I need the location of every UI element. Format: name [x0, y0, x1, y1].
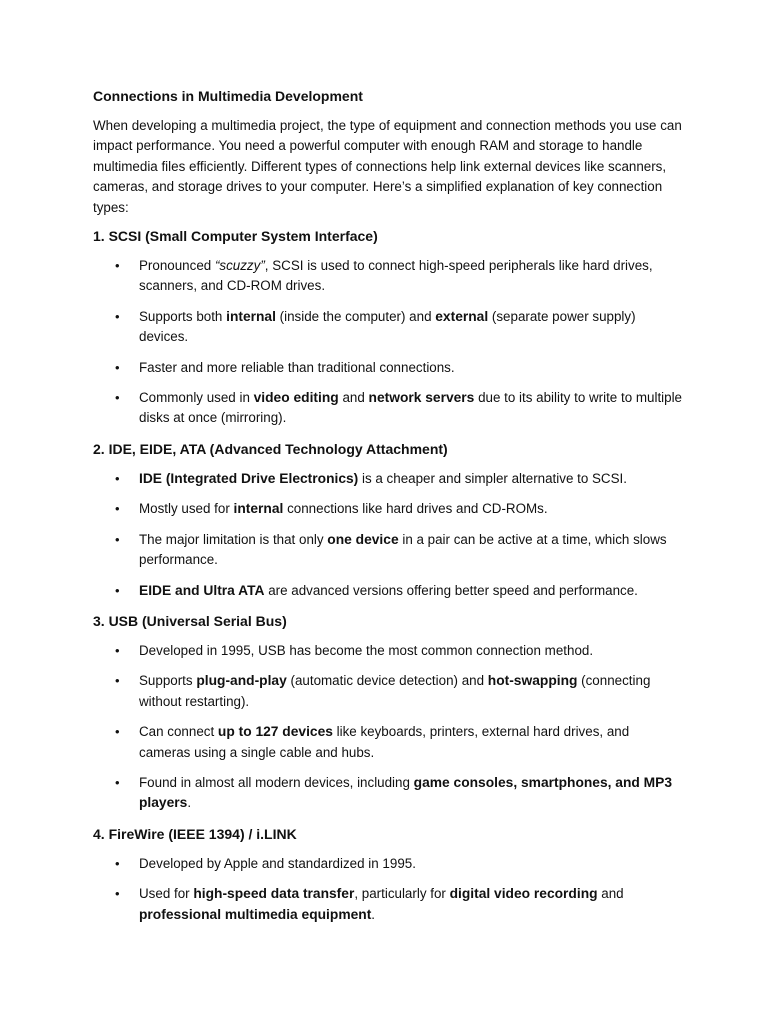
bullet-dot-icon: • — [115, 501, 120, 517]
list-item — [93, 388, 683, 429]
text-run: . — [371, 906, 376, 922]
text-run: (connecting without restarting). — [139, 673, 651, 709]
bullet-dot-icon: • — [115, 886, 120, 902]
bold-text: video editing — [253, 390, 339, 406]
text-run: Supports — [139, 673, 197, 689]
list-item — [93, 671, 683, 712]
bullet-list — [93, 256, 683, 429]
bullet-dot-icon: • — [115, 724, 120, 740]
bullet-dot-icon: • — [115, 390, 120, 406]
section-heading: 3. USB (Universal Serial Bus) — [93, 612, 287, 629]
document-title: Connections in Multimedia Development — [93, 88, 363, 104]
list-item — [93, 469, 683, 489]
bullet-dot-icon: • — [115, 531, 120, 547]
italic-text: “scuzzy” — [214, 258, 265, 274]
list-item — [93, 581, 683, 601]
bold-text: plug-and-play — [196, 673, 287, 689]
bold-text: hot-swapping — [487, 673, 578, 689]
text-run: like keyboards, printers, external hard drives, and cameras using a single cable and hubs. — [139, 724, 630, 760]
text-run: (inside the computer) and — [275, 308, 436, 324]
text-run: and — [338, 390, 369, 406]
bold-text: professional multimedia equipment — [139, 906, 372, 922]
text-run: Commonly used in — [139, 390, 254, 406]
text-run: Found in almost all modern devices, including — [139, 774, 414, 790]
bullet-list — [93, 854, 683, 925]
bold-text: game consoles, smartphones, and MP3 players — [139, 774, 673, 811]
list-item — [93, 641, 683, 661]
bold-text: high-speed data transfer — [193, 886, 355, 902]
bullet-dot-icon: • — [115, 855, 120, 871]
bold-text: network servers — [368, 390, 475, 406]
list-item — [93, 307, 683, 348]
bold-text: external — [435, 308, 489, 324]
text-run: Supports both — [139, 308, 227, 324]
text-run: Developed by Apple and standardized in 1995. — [139, 855, 416, 871]
text-run: , SCSI is used to connect high-speed peripherals like hard drives, scanners, and CD-ROM drives. — [139, 258, 653, 294]
bullet-dot-icon: • — [115, 673, 120, 689]
section-heading: 4. FireWire (IEEE 1394) / i.LINK — [93, 825, 297, 842]
sections-container — [93, 226, 683, 925]
bullet-dot-icon: • — [115, 308, 120, 324]
list-item — [93, 722, 683, 763]
bullet-dot-icon: • — [115, 642, 120, 658]
text-run: (automatic device detection) and — [286, 673, 488, 689]
bold-text: digital video recording — [449, 886, 598, 902]
bold-text: internal — [233, 501, 284, 517]
text-run: . — [187, 795, 192, 811]
list-item — [93, 530, 683, 571]
list-item — [93, 256, 683, 297]
text-run: is a cheaper and simpler alternative to SCSI. — [358, 470, 627, 486]
list-item — [93, 773, 683, 814]
list-item — [93, 358, 683, 378]
text-run: Can connect — [139, 724, 218, 740]
bold-text: EIDE and Ultra ATA — [139, 582, 265, 598]
text-run: Pronounced — [139, 258, 215, 274]
text-run: The major limitation is that only — [139, 531, 328, 547]
text-run: due to its ability to write to multiple disks at once (mirroring). — [139, 390, 683, 426]
text-run: Used for — [139, 886, 194, 902]
bullet-dot-icon: • — [115, 258, 120, 274]
text-run: and — [597, 886, 624, 902]
bullet-dot-icon: • — [115, 359, 120, 375]
list-item — [93, 499, 683, 519]
bold-text: internal — [226, 308, 276, 324]
bold-text: one device — [327, 531, 399, 547]
bullet-list — [93, 469, 683, 601]
text-run: , particularly for — [354, 886, 450, 902]
bullet-dot-icon: • — [115, 582, 120, 598]
list-item — [93, 854, 683, 874]
bold-text: IDE (Integrated Drive Electronics) — [139, 470, 359, 486]
text-run: in a pair can be active at a time, which slows performance. — [139, 531, 667, 568]
bullet-dot-icon: • — [115, 470, 120, 486]
list-item — [93, 884, 683, 925]
text-run: connections like hard drives and CD-ROMs. — [283, 501, 548, 517]
intro-paragraph: When developing a multimedia project, the type of equipment and connection methods you use can impact performance. You need a powerful computer with enough RAM and storage to handle multimedia files efficiently. Different types of connections help link external devices like scanners, cameras, and storage drives to your computer. Here’s a simplified explanation of key connection types: — [93, 118, 682, 215]
section-heading: 2. IDE, EIDE, ATA (Advanced Technology Attachment) — [93, 440, 448, 457]
bullet-list — [93, 641, 683, 814]
text-run: Faster and more reliable than traditional connections. — [139, 359, 455, 375]
section-heading: 1. SCSI (Small Computer System Interface) — [93, 228, 378, 245]
text-run: (separate power supply) devices. — [139, 308, 636, 345]
text-run: Mostly used for — [139, 501, 234, 517]
text-run: are advanced versions offering better speed and performance. — [264, 582, 638, 598]
bold-text: up to 127 devices — [217, 724, 333, 740]
text-run: Developed in 1995, USB has become the most common connection method. — [139, 642, 594, 658]
document-page — [93, 86, 683, 935]
bullet-dot-icon: • — [115, 774, 120, 790]
